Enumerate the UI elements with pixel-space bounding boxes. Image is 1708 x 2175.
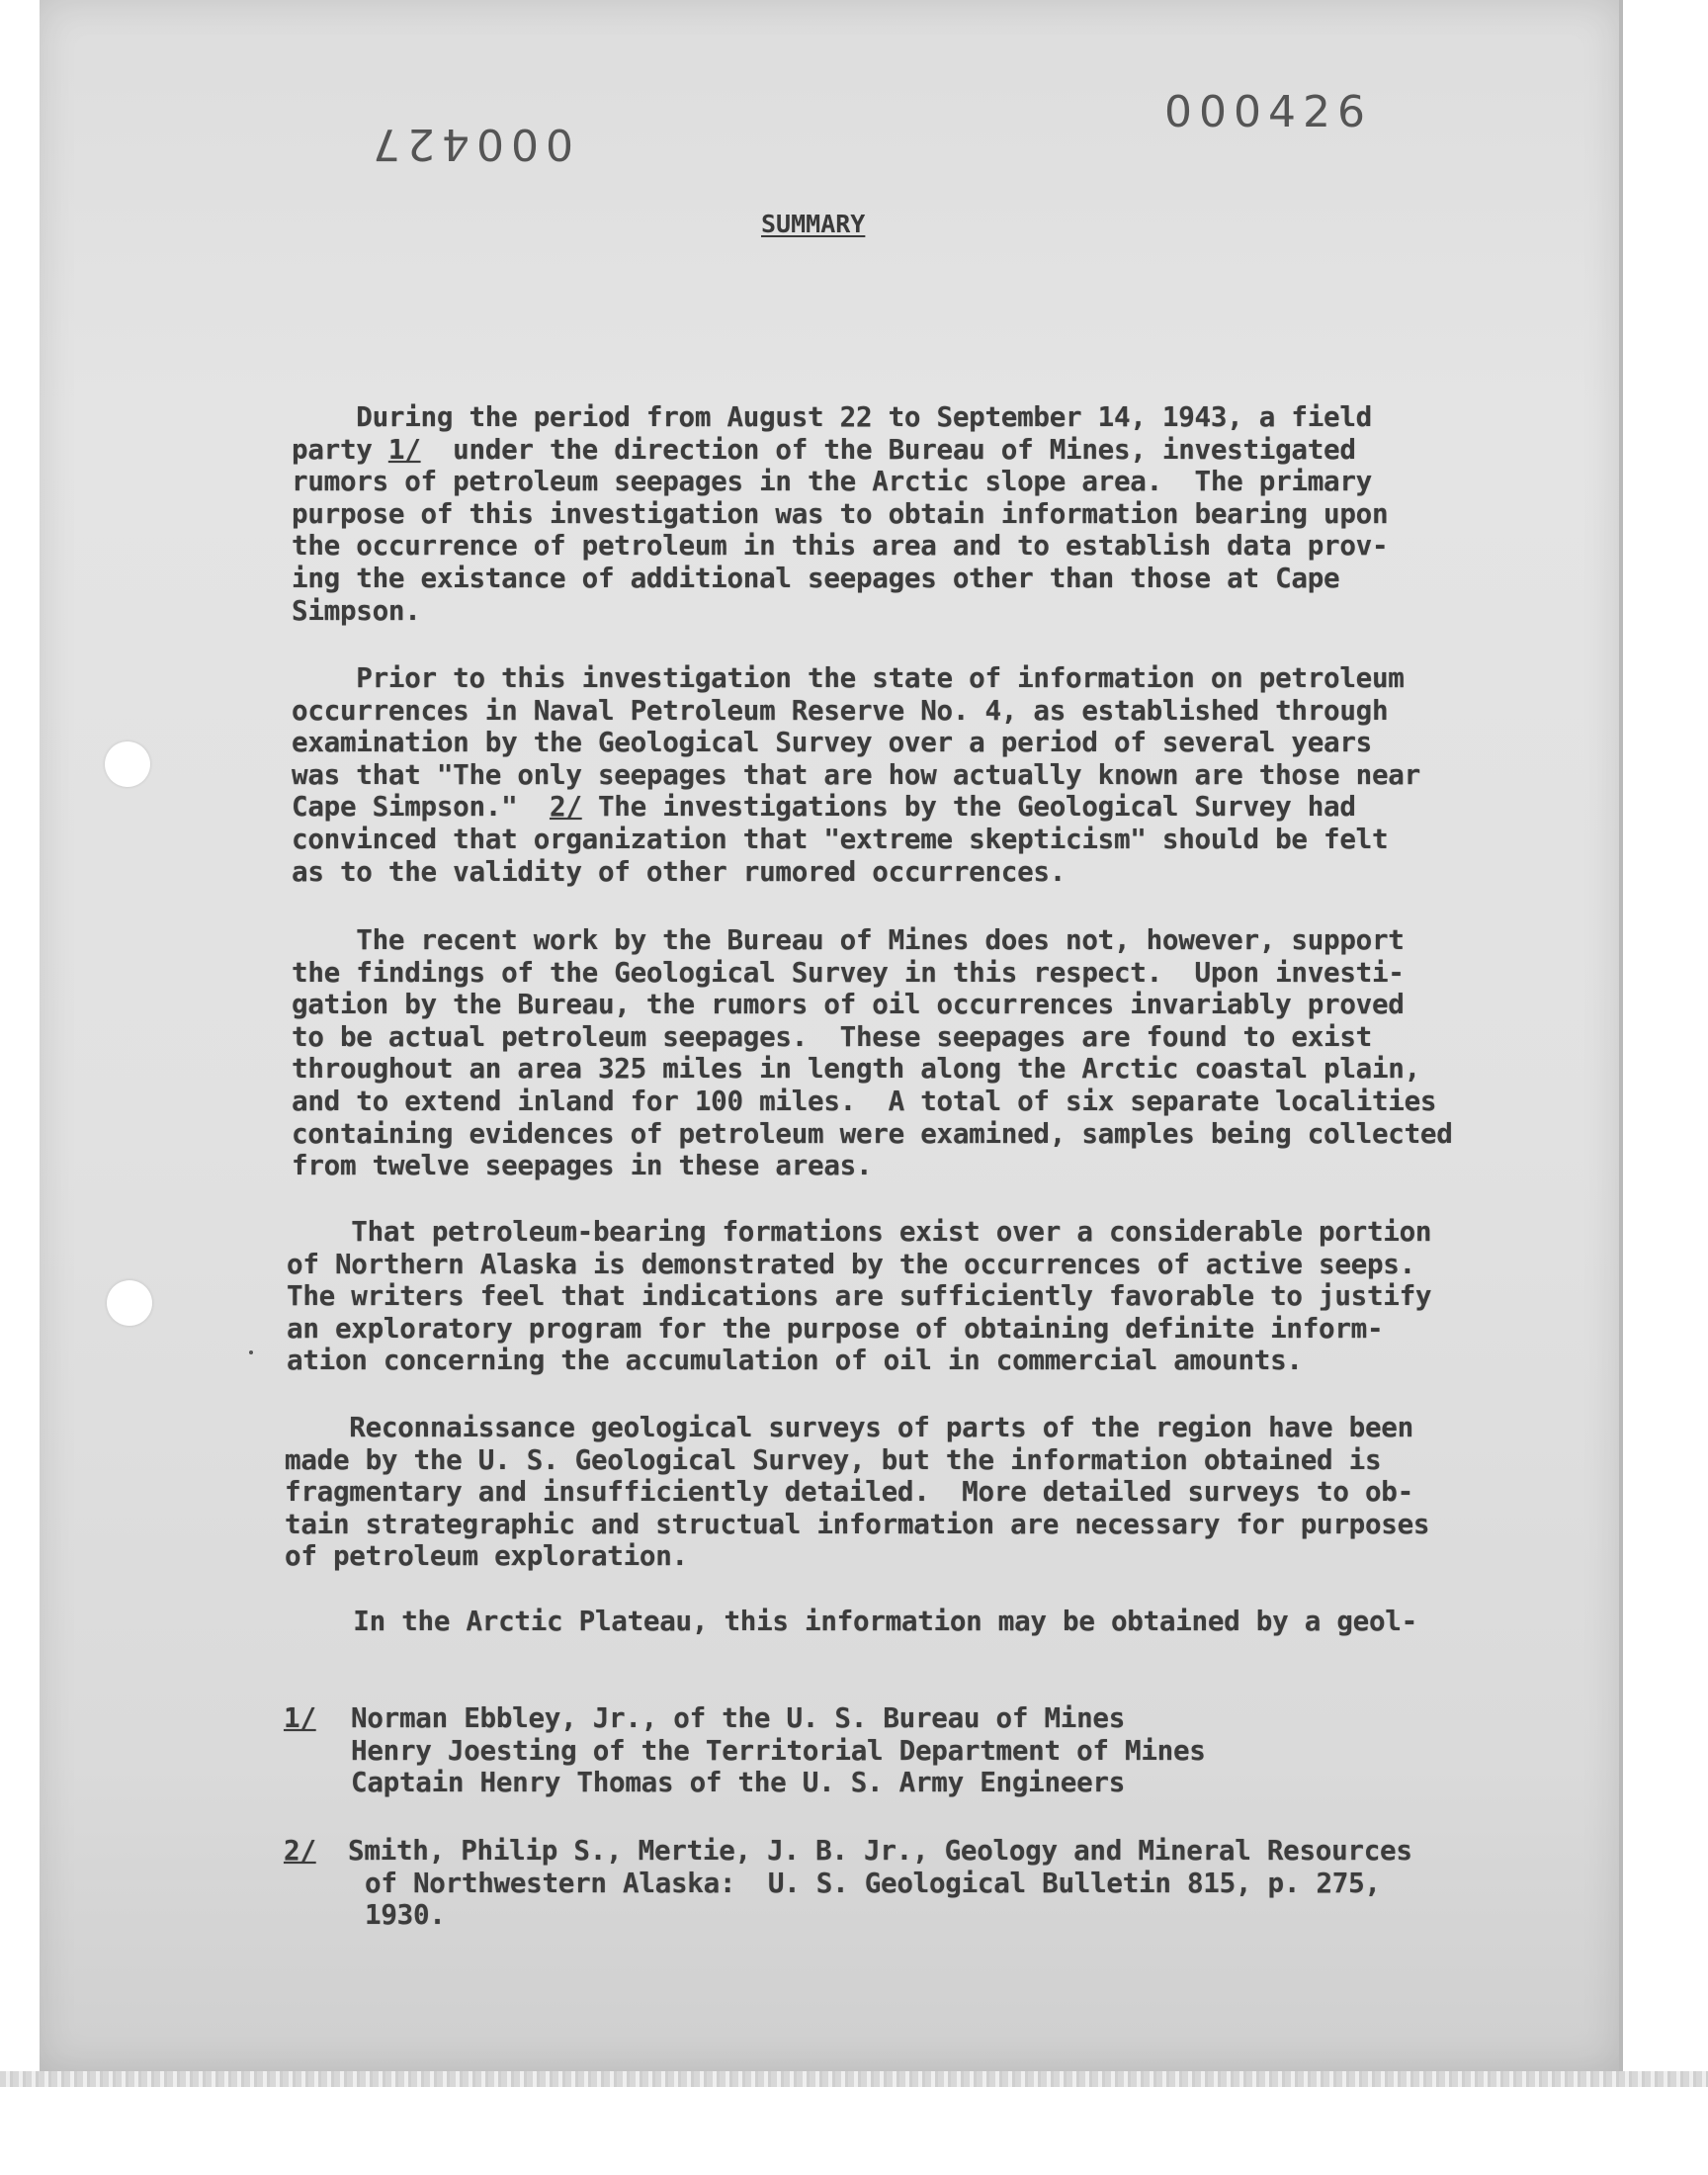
punch-hole bbox=[107, 1280, 152, 1326]
paragraph bbox=[292, 662, 1517, 888]
scan-speck bbox=[249, 1350, 253, 1354]
footnote-marker: 2/ bbox=[284, 1834, 316, 1867]
footnote-line: 1930. bbox=[365, 1898, 446, 1932]
text-line: rumors of petroleum seepages in the Arctic slope area. The primary bbox=[292, 465, 1372, 498]
text-segment: party bbox=[292, 432, 388, 466]
text-line: ing the existance of additional seepages other than those at Cape bbox=[292, 561, 1340, 594]
text-line: ation concerning the accumulation of oil in commercial amounts. bbox=[287, 1344, 1303, 1377]
page-number-stamp-inverted: 000427 bbox=[366, 119, 573, 169]
paragraph bbox=[285, 1412, 1510, 1573]
punch-hole bbox=[105, 741, 150, 787]
text-line: tain strategraphic and structual information are necessary for purposes bbox=[285, 1507, 1430, 1540]
text-line: During the period from August 22 to September 14, 1943, a field bbox=[292, 400, 1372, 433]
paragraph bbox=[292, 924, 1517, 1182]
text-line: convinced that organization that "extreme skepticism" should be felt bbox=[292, 822, 1389, 855]
text-line bbox=[292, 434, 1517, 467]
text-line: gation by the Bureau, the rumors of oil occurrences invariably proved bbox=[292, 988, 1405, 1021]
text-line: occurrences in Naval Petroleum Reserve No. 4, as established through bbox=[292, 693, 1389, 727]
text-line: Reconnaissance geological surveys of parts of the region have been bbox=[285, 1411, 1413, 1443]
text-line: of petroleum exploration. bbox=[285, 1539, 688, 1573]
footnote-body bbox=[348, 1835, 1412, 1932]
text-line: The writers feel that indications are sufficiently favorable to justify bbox=[287, 1279, 1432, 1313]
text-line: throughout an area 325 miles in length along the Arctic coastal plain, bbox=[292, 1052, 1420, 1086]
text-segment: Cape Simpson." bbox=[292, 790, 551, 824]
text-line: fragmentary and insufficiently detailed. More detailed surveys to ob- bbox=[285, 1475, 1413, 1509]
footnote-line: Smith, Philip S., Mertie, J. B. Jr., Geology and Mineral Resources bbox=[348, 1834, 1412, 1867]
text-line: was that "The only seepages that are how actually known are those near bbox=[292, 757, 1420, 791]
text-line: In the Arctic Plateau, this information may be obtained by a geol- bbox=[289, 1605, 1417, 1637]
footnote-line: Henry Joesting of the Territorial Department of Mines bbox=[351, 1733, 1206, 1767]
text-line: That petroleum-bearing formations exist over a considerable portion bbox=[287, 1215, 1432, 1248]
text-line: and to extend inland for 100 miles. A total of six separate localities bbox=[292, 1084, 1437, 1117]
text-line: The recent work by the Bureau of Mines does not, however, support bbox=[292, 923, 1405, 956]
text-line: from twelve seepages in these areas. bbox=[292, 1149, 873, 1182]
text-line bbox=[292, 791, 1517, 824]
text-segment: under the direction of the Bureau of Mines, investigated bbox=[420, 432, 1356, 466]
footnote-ref[interactable]: 2/ bbox=[550, 790, 582, 824]
text-line: of Northern Alaska is demonstrated by the occurrences of active seeps. bbox=[287, 1247, 1415, 1280]
text-line: Prior to this investigation the state of information on petroleum bbox=[292, 661, 1405, 694]
paragraph bbox=[289, 1606, 1514, 1638]
text-line: Simpson. bbox=[292, 593, 421, 627]
text-line: the findings of the Geological Survey in this respect. Upon investi- bbox=[292, 955, 1405, 989]
text-line: an exploratory program for the purpose of obtaining definite inform- bbox=[287, 1311, 1384, 1345]
text-line: containing evidences of petroleum were examined, samples being collected bbox=[292, 1116, 1453, 1150]
text-line: made by the U. S. Geological Survey, but the information obtained is bbox=[285, 1442, 1382, 1476]
paragraph bbox=[292, 401, 1517, 627]
footnote-marker: 1/ bbox=[284, 1701, 316, 1734]
text-line: to be actual petroleum seepages. These seepages are found to exist bbox=[292, 1019, 1372, 1053]
footnote-line: Captain Henry Thomas of the U. S. Army Engineers bbox=[351, 1766, 1126, 1799]
text-line: as to the validity of other rumored occurrences. bbox=[292, 854, 1067, 888]
paragraph bbox=[287, 1216, 1512, 1377]
scan-edge-strip bbox=[0, 2071, 1708, 2087]
text-line: purpose of this investigation was to obtain information bearing upon bbox=[292, 496, 1389, 530]
text-segment: The investigations by the Geological Survey had bbox=[581, 790, 1356, 824]
footnote-line: of Northwestern Alaska: U. S. Geological Bulletin 815, p. 275, bbox=[365, 1866, 1381, 1899]
text-line: the occurrence of petroleum in this area and to establish data prov- bbox=[292, 529, 1389, 563]
page-number-stamp: 000426 bbox=[1164, 87, 1372, 137]
page-title: SUMMARY bbox=[761, 210, 866, 238]
footnote-body bbox=[351, 1702, 1206, 1799]
text-line: examination by the Geological Survey over a period of several years bbox=[292, 726, 1372, 759]
footnote-ref[interactable]: 1/ bbox=[387, 432, 421, 466]
footnote-line: Norman Ebbley, Jr., of the U. S. Bureau of Mines bbox=[351, 1701, 1126, 1734]
